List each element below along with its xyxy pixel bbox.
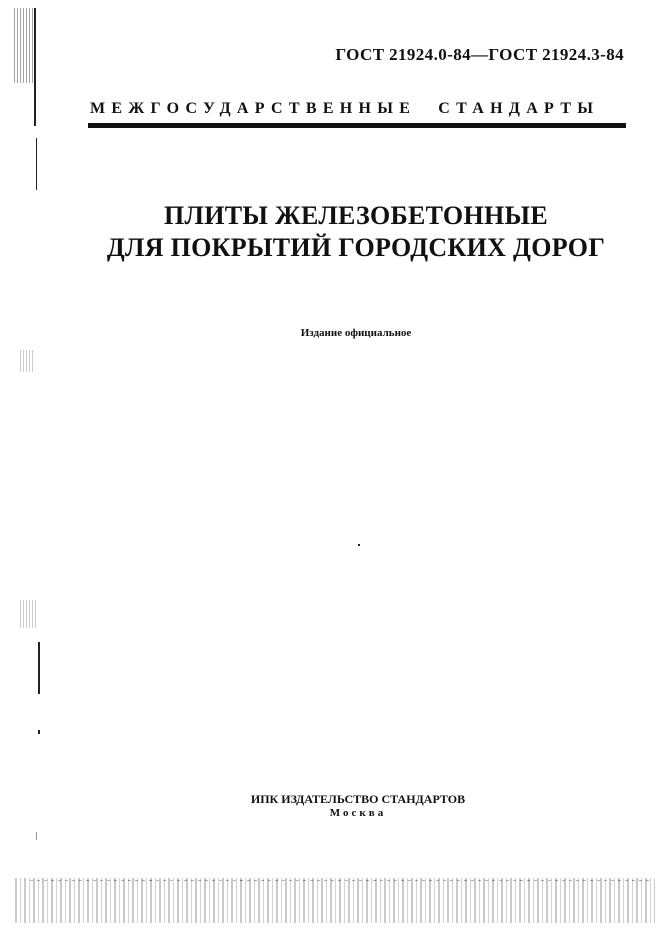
standard-code: ГОСТ 21924.0-84—ГОСТ 21924.3-84 xyxy=(335,45,624,64)
series-word-standards: СТАНДАРТЫ xyxy=(438,100,600,117)
title-line-2: ДЛЯ ПОКРЫТИЙ ГОРОДСКИХ ДОРОГ xyxy=(106,233,606,262)
series-word-interstate: МЕЖГОСУДАРСТВЕННЫЕ xyxy=(90,100,417,117)
scan-artifact-edge-line xyxy=(38,642,40,694)
series-heading xyxy=(90,100,626,118)
scan-artifact-dot xyxy=(38,730,40,734)
scan-artifact-speck xyxy=(20,350,34,372)
series-rule xyxy=(88,123,626,128)
scan-artifact-bleed-through xyxy=(15,878,655,923)
scan-artifact-edge-line xyxy=(34,8,36,126)
scan-artifact-edge-line xyxy=(36,138,37,190)
edition-note: Издание официальное xyxy=(300,327,412,339)
document-title xyxy=(0,200,666,264)
scan-artifact-dot xyxy=(36,832,37,840)
scan-artifact-speck xyxy=(20,600,38,628)
scan-artifact-dot xyxy=(358,544,360,546)
publisher-name: ИПК ИЗДАТЕЛЬСТВО СТАНДАРТОВ xyxy=(250,792,466,806)
title-line-1: ПЛИТЫ ЖЕЛЕЗОБЕТОННЫЕ xyxy=(164,201,548,230)
publisher-city: Москва xyxy=(329,807,387,819)
